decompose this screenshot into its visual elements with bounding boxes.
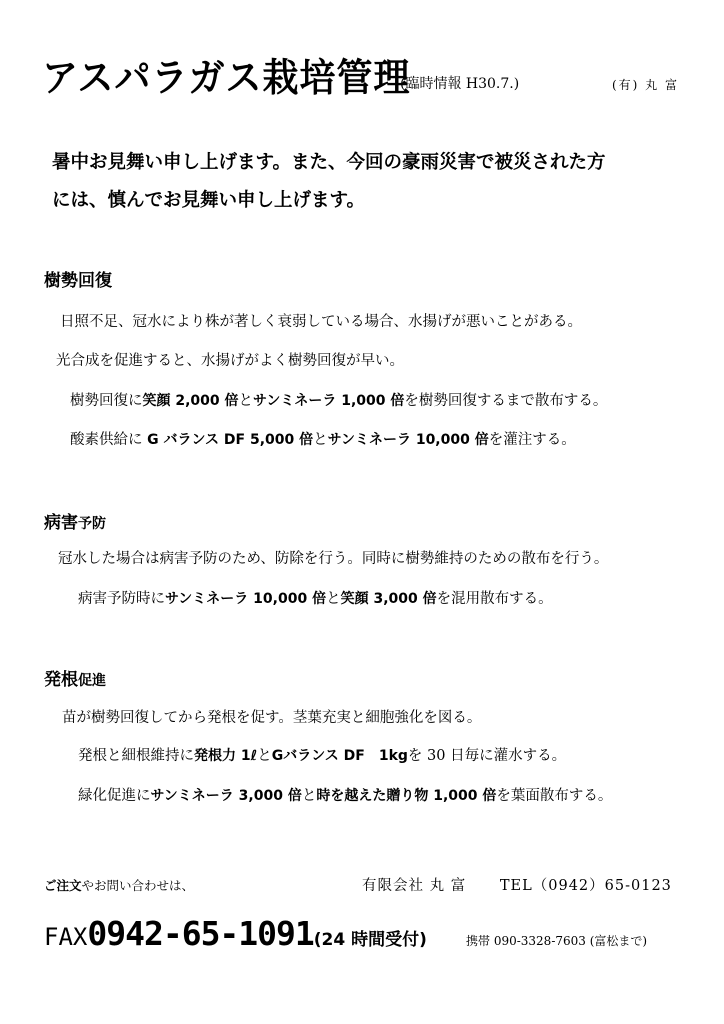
company-name: 有限会社 丸 富 — [362, 878, 467, 894]
instruction-text: を樹勢回復するまで散布する。 — [404, 393, 608, 409]
product-name: サンミネーラ 10,000 倍 — [165, 591, 327, 607]
order-label: ご注文 — [44, 878, 82, 893]
greeting-line-2: には、慎んでお見舞い申し上げます。 — [52, 190, 366, 211]
section-heading-rooting — [44, 665, 106, 690]
rooting-instruction-1 — [78, 744, 566, 765]
recovery-paragraph-2: 光合成を促進すると、水揚げがよく樹勢回復が早い。 — [56, 353, 404, 369]
product-name: サンミネーラ 10,000 倍 — [327, 432, 489, 448]
recovery-instruction-2 — [70, 428, 576, 449]
rooting-instruction-2 — [78, 784, 612, 805]
fax-prefix: FAX — [44, 923, 88, 951]
title-note: (臨時情報 H30.7.) — [400, 76, 520, 92]
section-heading-recovery: 樹勢回復 — [44, 271, 112, 291]
fax-hours-note: (24 時間受付) — [313, 930, 427, 950]
instruction-text: と — [326, 591, 341, 607]
heading-small: 予防 — [78, 516, 106, 532]
instruction-text: と — [301, 788, 317, 804]
instruction-text: 緑化促進に — [78, 788, 151, 804]
company-contact — [362, 874, 672, 895]
instruction-text: を混用散布する。 — [436, 591, 553, 607]
product-name: サンミネーラ 3,000 倍 — [150, 788, 302, 804]
inquiry-label: やお問い合わせは、 — [81, 878, 195, 893]
instruction-text: 発根と細根維持に — [78, 748, 194, 764]
recovery-paragraph-1: 日照不足、冠水により株が著しく衰弱している場合、水揚げが悪いことがある。 — [60, 314, 582, 330]
instruction-text: と — [257, 748, 272, 764]
instruction-text: と — [313, 432, 328, 448]
greeting-line-1: 暑中お見舞い申し上げます。また、今回の豪雨災害で被災された方 — [52, 152, 606, 173]
instruction-text: を灌注する。 — [488, 432, 576, 448]
fax-line — [44, 914, 427, 953]
instruction-text: と — [238, 393, 254, 409]
recovery-instruction-1 — [70, 389, 607, 410]
heading-main: 病害 — [44, 513, 78, 533]
company-name-top: (有) 丸 富 — [612, 78, 679, 92]
instruction-text: を葉面散布する。 — [496, 788, 613, 804]
instruction-text: 酸素供給に — [70, 432, 148, 448]
product-name: 笑顔 3,000 倍 — [340, 591, 437, 607]
product-name: 時を越えた贈り物 1,000 倍 — [316, 788, 497, 804]
product-name: 笑顔 2,000 倍 — [142, 393, 239, 409]
heading-main: 発根 — [44, 670, 78, 690]
instruction-text: 樹勢回復に — [70, 393, 143, 409]
heading-small: 促進 — [78, 673, 106, 689]
prevention-paragraph-1: 冠水した場合は病害予防のため、防除を行う。同時に樹勢維持のための散布を行う。 — [58, 551, 609, 567]
instruction-text: を 30 日毎に灌水する。 — [407, 748, 567, 764]
mobile-number: 携帯 090-3328-7603 (富松まで) — [466, 934, 648, 948]
product-name: サンミネーラ 1,000 倍 — [253, 393, 405, 409]
section-heading-prevention — [44, 508, 106, 533]
product-name: Gバランス DF 1kg — [271, 748, 408, 764]
product-name: 発根力 1ℓ — [194, 748, 258, 764]
fax-number: 0942-65-1091 — [87, 914, 314, 953]
contact-label — [44, 876, 194, 894]
product-name: G バランス DF 5,000 倍 — [147, 432, 314, 448]
prevention-instruction-1 — [78, 587, 553, 608]
rooting-paragraph-1: 苗が樹勢回復してから発根を促す。茎葉充実と細胞強化を図る。 — [62, 710, 482, 726]
instruction-text: 病害予防時に — [78, 591, 165, 607]
tel-number: TEL（0942）65-0123 — [499, 878, 672, 894]
page-title: アスパラガス栽培管理 — [42, 56, 411, 101]
